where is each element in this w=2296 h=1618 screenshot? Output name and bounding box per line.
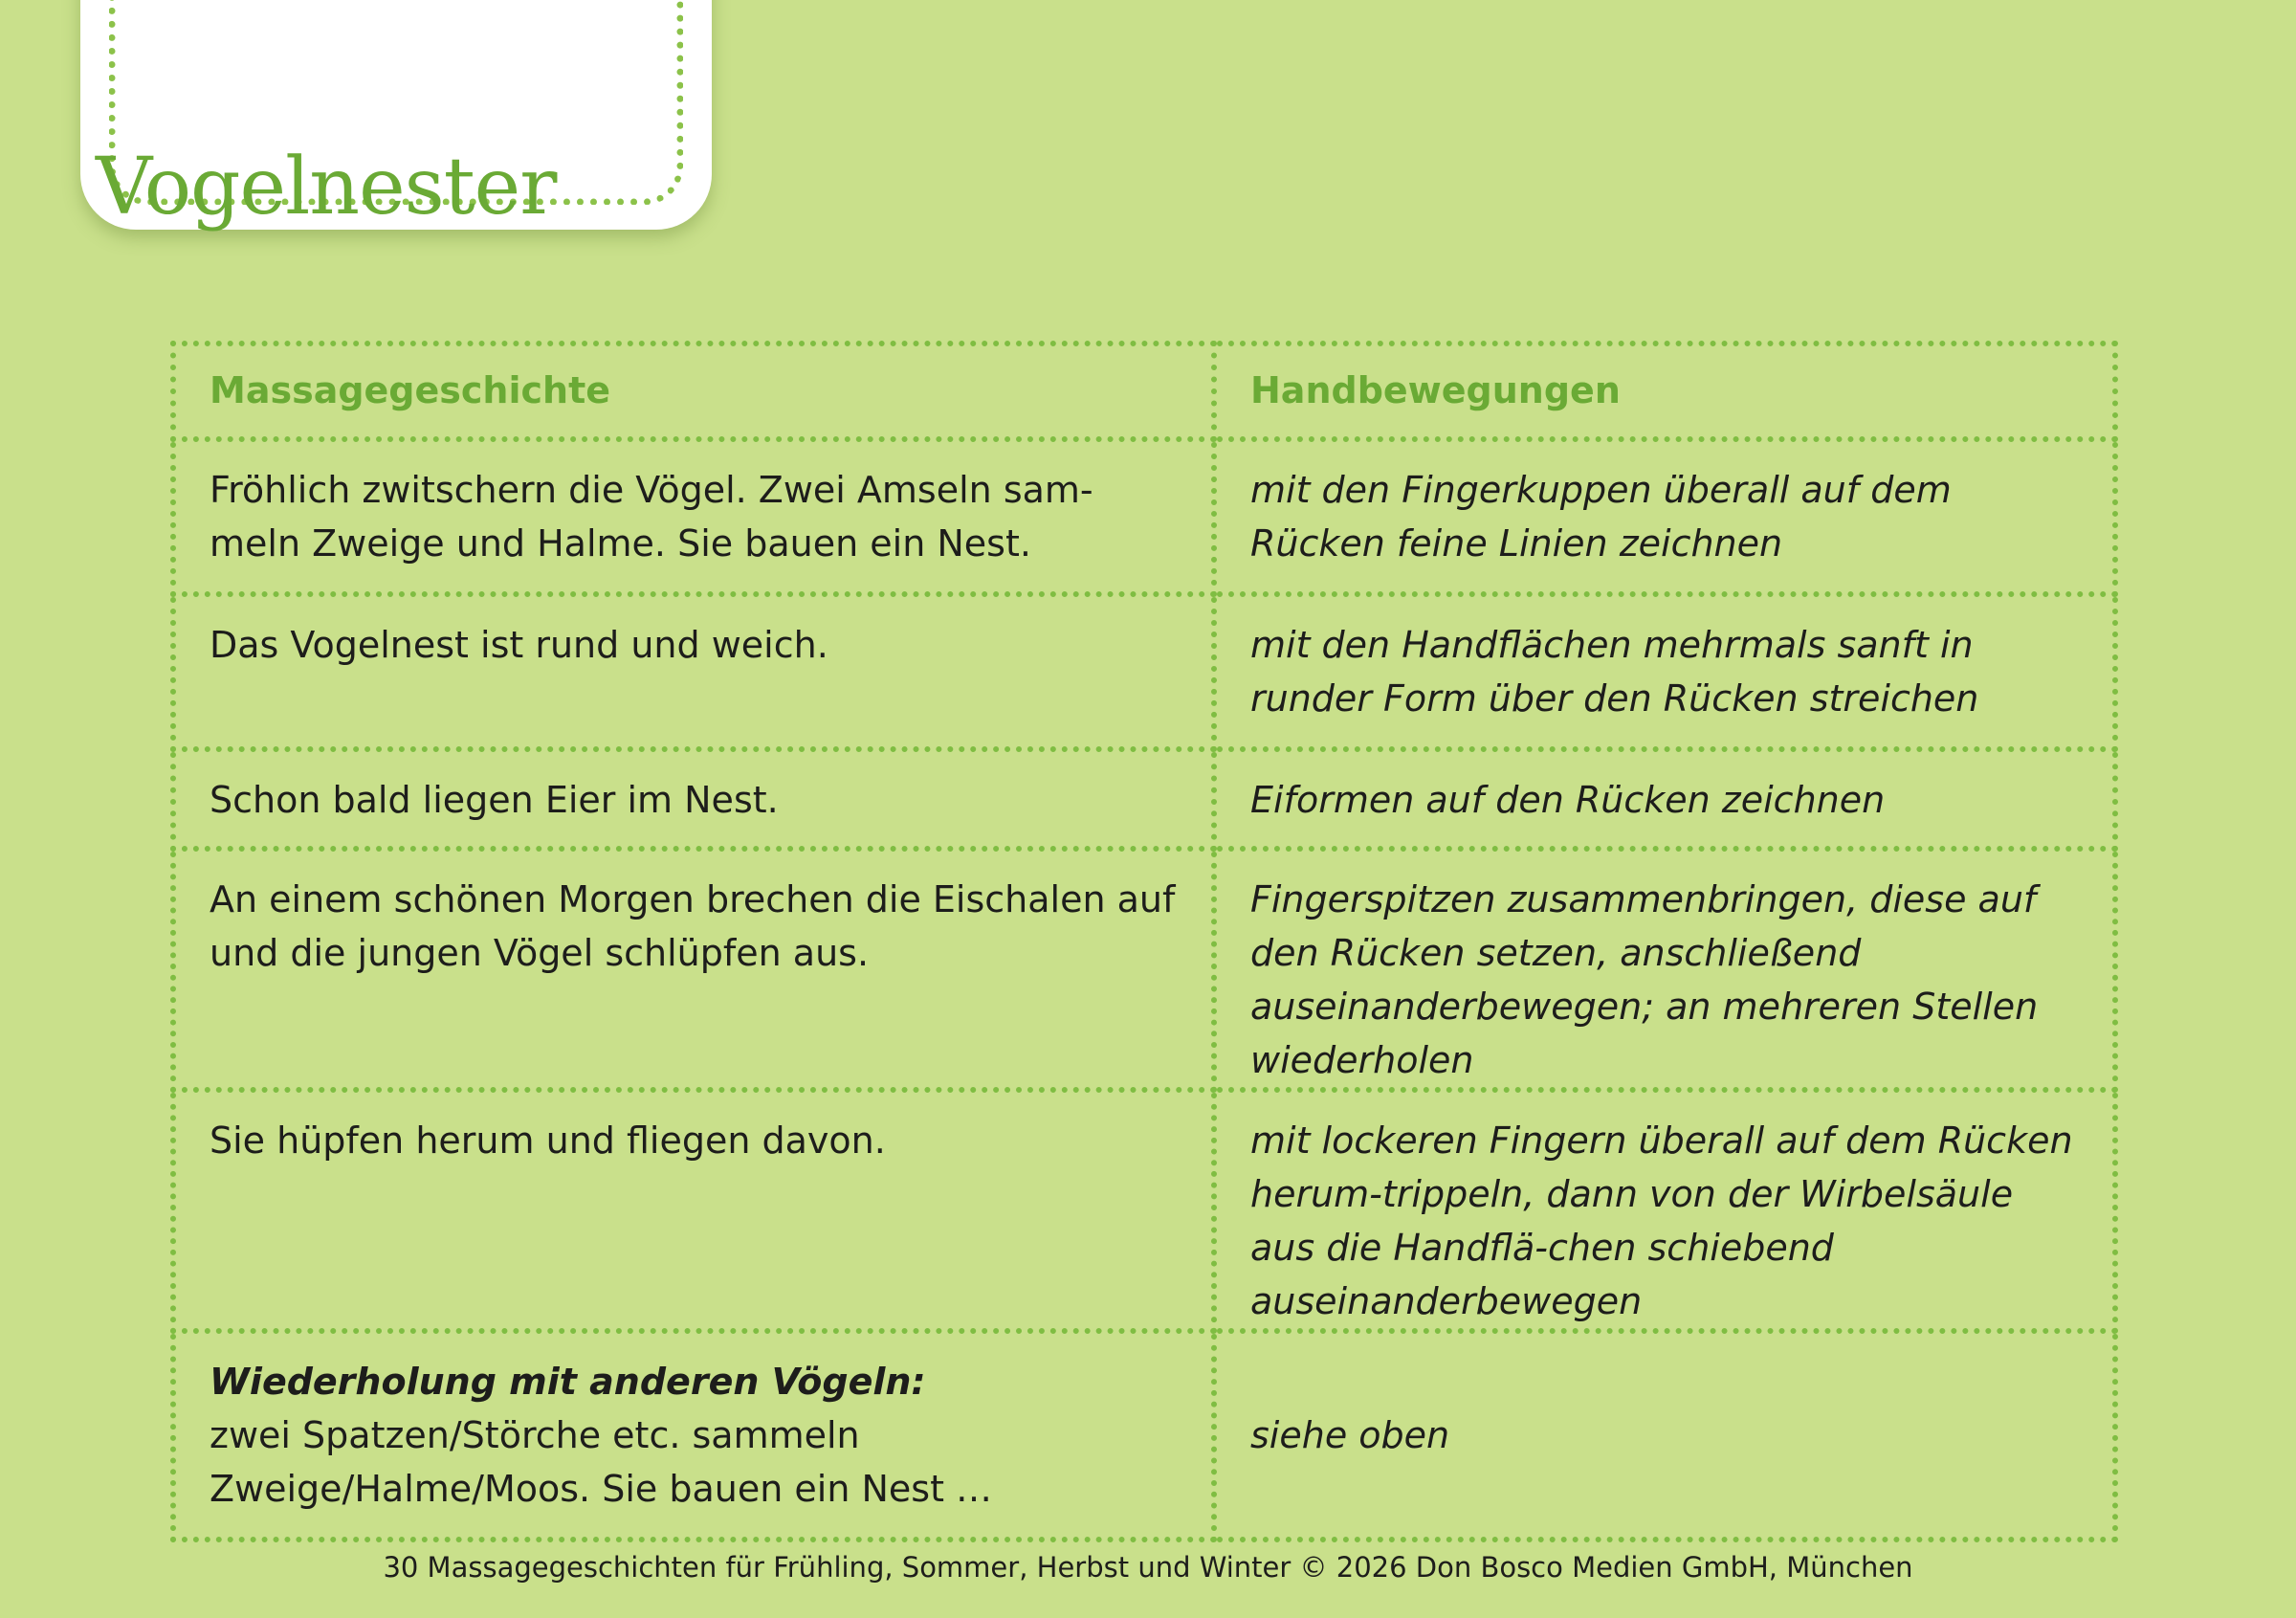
motion-cell: mit lockeren Fingern überall auf dem Rücken herum-trippeln, dann von der Wirbelsäule aus die Handflä-chen schiebend auseinanderbewegen [1214, 1090, 2115, 1331]
story-heading: Wiederholung mit anderen Vögeln: [210, 1361, 926, 1403]
motion-cell: mit den Handflächen mehrmals sanft in runder Form über den Rücken streichen [1214, 594, 2115, 749]
table-header-row [173, 344, 2115, 439]
motion-cell: siehe oben [1214, 1331, 2115, 1540]
story-cell [173, 1331, 1214, 1540]
table-row [173, 1090, 2115, 1331]
header-handbewegungen: Handbewegungen [1214, 344, 2115, 439]
motion-cell: Eiformen auf den Rücken zeichnen [1214, 749, 2115, 849]
massage-table [170, 341, 2118, 1542]
motion-cell: mit den Fingerkuppen überall auf dem Rücken feine Linien zeichnen [1214, 439, 2115, 594]
page-title: Vogelnester [96, 142, 557, 233]
story-cell: Sie hüpfen herum und fliegen davon. [173, 1090, 1214, 1331]
story-cell: Fröhlich zwitschern die Vögel. Zwei Amseln sam-meln Zweige und Halme. Sie bauen ein Nest. [173, 439, 1214, 594]
story-cell: An einem schönen Morgen brechen die Eischalen auf und die jungen Vögel schlüpfen aus. [173, 849, 1214, 1090]
story-text: zwei Spatzen/Störche etc. sammeln Zweige/Halme/Moos. Sie bauen ein Nest … [210, 1414, 993, 1510]
story-cell: Das Vogelnest ist rund und weich. [173, 594, 1214, 749]
motion-cell: Fingerspitzen zusammenbringen, diese auf den Rücken setzen, anschließend auseinanderbewegen; an mehreren Stellen wiederholen [1214, 849, 2115, 1090]
table-row [173, 849, 2115, 1090]
header-massagegeschichte: Massagegeschichte [173, 344, 1214, 439]
footer-copyright: 30 Massagegeschichten für Frühling, Sommer, Herbst und Winter © 2026 Don Bosco Medien GmbH, München [383, 1551, 1913, 1584]
table-row [173, 594, 2115, 749]
story-cell: Schon bald liegen Eier im Nest. [173, 749, 1214, 849]
table-row [173, 1331, 2115, 1540]
table-row [173, 749, 2115, 849]
table-row [173, 439, 2115, 594]
